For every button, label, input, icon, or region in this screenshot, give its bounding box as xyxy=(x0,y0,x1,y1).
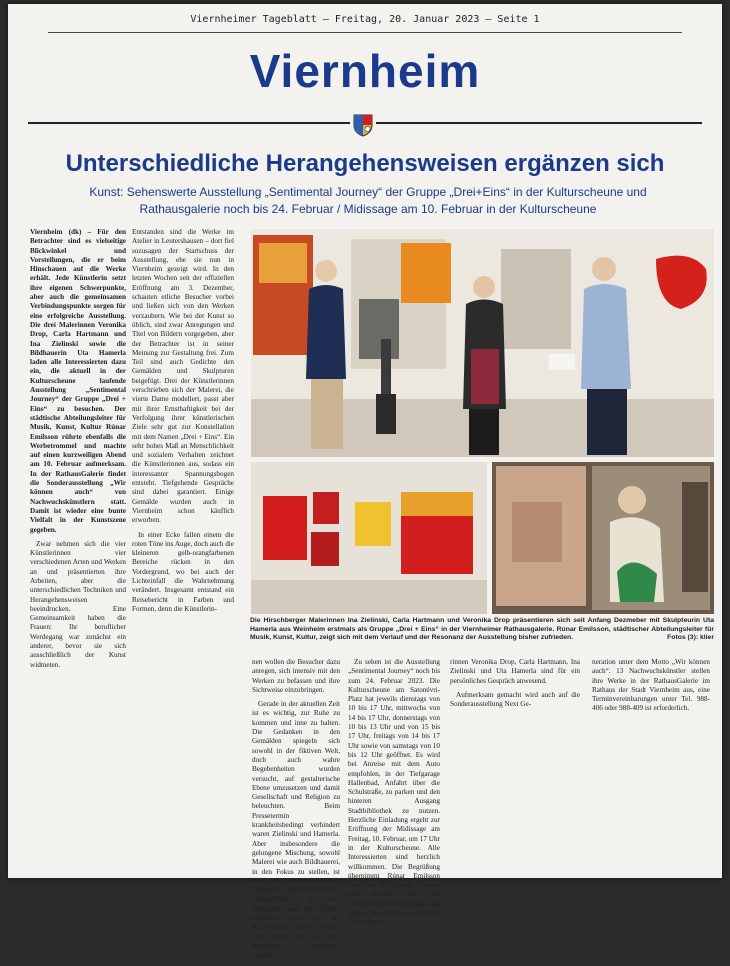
paragraph: Gerade in der aktuellen Zeit ist es wichtig, zur Ruhe zu kommen und inne zu halten. Die Gedanken in den Gemälden spiegeln sich sowohl in der fiktiven Welt, doch auch wahre Begebenheiten wurden versucht, auf gestalterische Ebene umzusetzen und damit Gesellschaft und Religion zu beleuchten. Beim Pressetermin krankheitsbedingt verhindert waren Zielinski und Hamerla. Aber insbesondere die gelungene Mischung, sowohl Malerei wie auch Bildhauerei, in den Fokus zu stellen, ist eines der Geheimnisse der Formation „Drei + Eins“. Die Unterschiede in den Techniken und der Farben ergänzen sich in der Ausstellung perfekt, sodass am Ende ein in sich stimmiges Gesamtbild entsteht. xyxy=(252,700,340,960)
paragraph: Entstanden sind die Werke im Atelier in Leutershausen – dort fiel sozusagen der Startschuss der Ausstellung, ehe sie nun in Viernheim gezeigt wird. In den letzten Wochen seit der offiziellen Eröffnung am 3. Dezember, schauten etliche Besucher vorbei und ließen sich von den Werken verzaubern. Wie bei der Kunst so üblich, sind zwar Anregungen und Titel von Bildern vorgegeben, aber der Betrachter ist in seiner Meinung zur Gestaltung frei. Zum Teil sind auch Gedichte den Gemälden und Skulpturen beigefügt. Drei der Künstlerinnen verschrieben sich der Malerei, die vierte Dame modellert, passt aber mit ihrer Ernsthaftigkeit bei der Verfolgung ihrer künstlerischen Ziele sehr gut zur Konstellation mit dem Namen „Drei + Eins“. Ein sehr hohes Maß an Menschlichkeit und sozialem Verhalten zeichnet die Künstlerinnen aus, sodass ein interessanter Spannungsbogen entsteht. Tiefgehende Gespräche sind dabei garantiert. Einige Gemälde wurden auch in Viernheim schon käuflich erworben. xyxy=(132,228,234,525)
masthead-rule xyxy=(48,32,682,33)
subheadline: Kunst: Sehenswerte Ausstellung „Sentimental Journey“ der Gruppe „Drei+Eins“ in der Kulturscheune und Rathausgalerie noch bis 24. Februar / Midissage am 10. Februar in der Kulturscheune xyxy=(89,185,647,216)
article-column-3 xyxy=(252,658,340,966)
caption-text: Die Hirschberger Malerinnen Ina Zielinski, Carla Hartmann und Veronika Drop präsentieren sich seit Anfang Dezmeber mit Skulpteurin Uta Hamerla aus Weinheim erstmals als Gruppe „Drei + Eins“ in der Viernheimer Rathausgalerie. Rúnar Emilsson, städtischer Abteilungsleiter für Musik, Kunst, Kultur, zeigt sich mit dem Verlauf und der Resonanz der Ausstellung bisher zufrieden. xyxy=(250,617,714,642)
newspaper-page xyxy=(8,4,722,960)
article-column-4 xyxy=(348,658,440,933)
paragraph: Aufmerksam gemacht wird auch auf die Sonderausstellung Next Ge- xyxy=(450,690,580,709)
photo-figurative-paintings xyxy=(492,462,714,614)
headline: Unterschiedliche Herangehensweisen ergänzen sich xyxy=(65,150,665,177)
paragraph: nen wollen die Besucher dazu anregen, sich intensiv mit den Werken zu befassen und ihre Sichtweise einzubringen. xyxy=(252,658,340,694)
paragraph: Zwar nehmen sich die vier Künstlerinnen vier verschiedenen Arten und Werken an und präsentierten ihre Arbeiten, aber die unterschiedlichen Techniken und Herangehensweisen beeindrucken. Eine Gemeinsamkeit haben die Frauen: Ihr beruflicher Werdegang war zunächst ein anderer, bevor sie sich ausschließlich der Kunst widmeten. xyxy=(30,539,126,669)
paragraph: Zu sehen ist die Ausstellung „Sentimental Journey“ noch bis zum 24. Februar 2023. Die Kulturscheune am Satonévri-Platz hat jeweils dienstags von 10 bis 17 Uhr, mittwochs von 14 bis 17 Uhr, donnerstags von 10 bis 13 Uhr und von 15 bis 17 Uhr, freitags von 14 bis 17 Uhr sowie von samstags von 10 bis 12 Uhr geöffnet. Es wird bei Anreise mit dem Auto empfohlen, in der Tiefgarage Hallenbad, Anfahrt über die Schulstraße, zu parken und den hinteren Ausgang Stadtbibliothek zu nutzen. Herzliche Einladung ergeht zur Eröffnung der Midissage am Freitag, 10. Februar, um 17 Uhr in der Kulturscheune. Alle Interessierten sind herzlich willkommen. Die Begrüßung übernimmt Rúnar Emilsson vom Amt für Kultur, Bildung und Soziales. Für die musikalische Umrahmung sorgt Jürgen Knackmuss und auch die Künstle- xyxy=(348,658,440,927)
photo-red-paintings xyxy=(251,462,487,614)
coat-of-arms-icon xyxy=(350,112,376,138)
article-column-5 xyxy=(450,658,580,714)
article-column-6 xyxy=(592,658,710,719)
article-column-2 xyxy=(132,228,234,619)
photo-caption xyxy=(250,617,714,643)
lead-paragraph: Viernheim (dk) – Für den Betrachter sind es vielseitige Blickwinkel und Vorstellungen, die er beim Hinschauen auf die Werke erhält. Jede Künstlerin setzt ihre eigenen Schwerpunkte, aber auch die gemeinsamen Verbindungspunkte sorgen für eine erfolgreiche Ausstellung. Die drei Malerinnen Veronika Drop, Carla Hartmann und Ina Zielinski sowie die Bildhauerin Uta Hamerla laden alle Interessierten dazu ein, die aktuell in der Kulturscheune laufende Ausstellung „Sentimental Journey“ der Gruppe „Drei + Eins“ zu besuchen. Der städtische Abteilungsleiter für Musik, Kunst, Kultur Rúnar Emilsson rührte ebenfalls die Werbetrommel und machte auf einen kurzweiligen Abend am 10. Februar aufmerksam. In der RathausGalerie findet die Sonderausstellung „Wir können auch“ von Nachwuchskünstlern statt. Damit ist wieder eine bunte Vielfalt in der Kunstszene gegeben. xyxy=(30,228,126,534)
photo-artists-in-gallery xyxy=(251,229,714,457)
masthead: Viernheimer Tageblatt – Freitag, 20. Januar 2023 – Seite 1 xyxy=(190,14,540,25)
paragraph: rinnen Veronika Drop, Carla Hartmann, Ina Zielinski und Uta Hamerla sind für ein persönliches Gespräch anwesend. xyxy=(450,658,580,685)
photo-credit: Fotos (3): klier xyxy=(667,634,714,642)
paragraph: In einer Ecke fallen einem die roten Töne ins Auge, doch auch die kleineren gelb-orangfarbenen Bereiche rücken in den Vordergrund, wo bei auch der Lichteinfall die Wahrnehmung verändert. Insgesamt entstand ein Reisebericht in Farben und Formen, denn die Künstlerin- xyxy=(132,530,234,613)
paragraph: neration unter dem Motto „Wir können auch“. 13 Nachwuchskünstler stellen ihre Werke in der RathausGalerie im Rathaus der Stadt Viernheim aus, eine Terminvereinbarungen unter Tel. 988-406 oder 988-409 ist erforderlich. xyxy=(592,658,710,713)
city-title: Viernheim xyxy=(249,45,481,97)
article-column-1 xyxy=(30,228,126,675)
